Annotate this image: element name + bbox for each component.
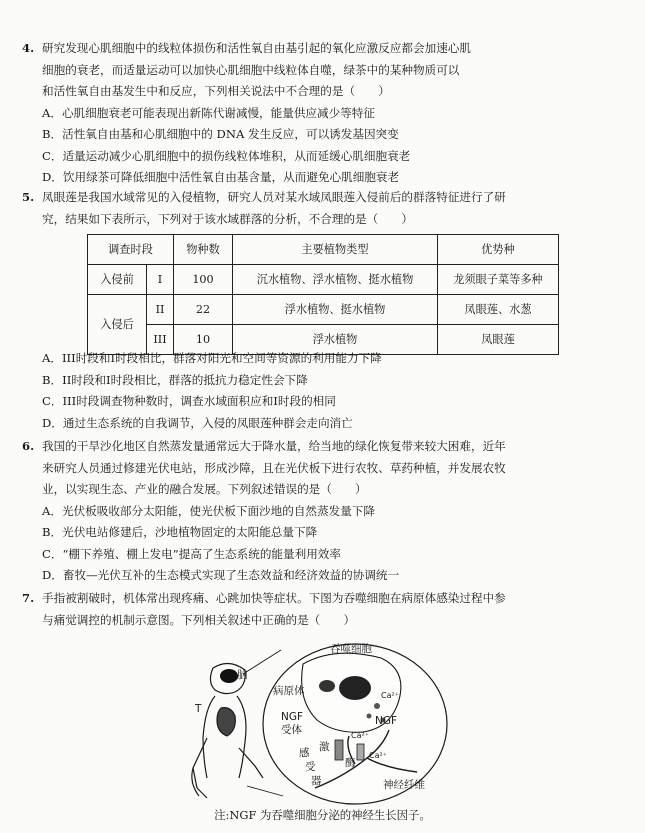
brain-icon [220, 669, 238, 683]
option-a: A．光伏板吸收部分太阳能，使光伏板下面沙地的自然蒸发量下降 [42, 503, 375, 518]
table-header: 物种数 [174, 235, 233, 265]
receptor-label-2: 受 [305, 761, 316, 773]
question-7 [22, 588, 602, 631]
t-label: T [195, 703, 202, 715]
ngf-receptor-icon [335, 740, 343, 760]
body-figure [192, 663, 263, 798]
table-cell: III [147, 325, 174, 355]
survey-table [87, 234, 559, 355]
table-header: 优势种 [438, 235, 559, 265]
option-d: D．通过生态系统的自我调节，入侵的凤眼莲种群会走向消亡 [42, 415, 353, 430]
ngf-receptor-label-1: NGF [281, 711, 304, 723]
receptor-label-3: 器 [311, 775, 322, 787]
calcium-label: Ca²⁺ [351, 731, 369, 740]
table-row [88, 295, 559, 325]
question-number: 6. [22, 439, 35, 453]
table-cell: II [147, 295, 174, 325]
phagocyte-pain-diagram [185, 638, 465, 808]
diagram-caption: 注:NGF 为吞噬细胞分泌的神经生长因子。 [214, 808, 431, 822]
table-cell: 浮水植物、挺水植物 [233, 295, 438, 325]
pathogen-label: 病原体 [273, 685, 305, 697]
table-cell: 入侵后 [88, 295, 147, 355]
enzyme-label: 酶 [345, 757, 356, 769]
table-header: 主要植物类型 [233, 235, 438, 265]
table-cell: 22 [174, 295, 233, 325]
table-cell: 沉水植物、浮水植物、挺水植物 [233, 265, 438, 295]
ngf-receptor-label-2: 受体 [281, 724, 302, 736]
brain-label: 脑 [237, 669, 248, 681]
table-header-row [88, 235, 559, 265]
table-cell: I [147, 265, 174, 295]
option-a: A．III时段和I时段相比，群落对阳光和空间等资源的利用能力下降 [42, 351, 382, 365]
option-b: B．II时段和I时段相比，群落的抵抗力稳定性会下降 [42, 372, 308, 387]
question-5 [22, 187, 602, 230]
question-4 [22, 38, 602, 189]
option-d: D．畜牧—光伏互补的生态模式实现了生态效益和经济效益的协调统一 [42, 568, 400, 582]
pathogen-icon [319, 680, 335, 692]
table-cell: 龙须眼子菜等多种 [438, 265, 559, 295]
question-stem: 凤眼莲是我国水域常见的入侵植物，研究人员对某水域凤眼莲入侵前后的群落特征进行了研 究，结果如下表所示，下列对于该水域群落的分析，不合理的是（ ） [42, 190, 506, 226]
calcium-label: Ca²⁺ [381, 691, 399, 700]
option-c: C．“棚下养殖、棚上发电”提高了生态系统的能量利用效率 [42, 546, 341, 561]
ngf-label: NGF [375, 715, 398, 727]
question-number: 7. [22, 591, 35, 605]
nucleus-icon [339, 676, 371, 700]
table-cell: 100 [174, 265, 233, 295]
calcium-label: Ca²⁺ [369, 751, 387, 760]
option-b: B．光伏电站修建后，沙地植物固定的太阳能总量下降 [42, 525, 318, 539]
option-a: A．心肌细胞衰老可能表现出新陈代谢减慢，能量供应减少等特征 [42, 105, 375, 120]
question-number: 5. [22, 190, 35, 204]
table-cell: 入侵前 [88, 265, 147, 295]
option-c: C．适量运动减少心肌细胞中的损伤线粒体堆积，从而延缓心肌细胞衰老 [42, 148, 411, 163]
option-d: D．饮用绿茶可降低细胞中活性氧自由基含量，从而避免心肌细胞衰老 [42, 170, 400, 184]
question-stem: 我国的干旱沙化地区自然蒸发量通常远大于降水量，给当地的绿化恢复带来较大困难，近年 来研究人员通过修建光伏电站，形成沙障，且在光伏板下进行农牧、草药种植，并发展农牧 业，以实现生态、产业的融合发展。下列叙述错误的是（ ） [42, 439, 506, 496]
question-6 [22, 436, 602, 587]
channel-icon [357, 744, 364, 760]
question-5-options [42, 348, 602, 434]
table-row [88, 265, 559, 295]
question-number: 4. [22, 41, 35, 55]
question-stem: 手指被割破时，机体常出现疼痛、心跳加快等症状。下图为吞噬细胞在病原体感染过程中参 与痛觉调控的机制示意图。下列相关叙述中正确的是（ ） [42, 591, 506, 627]
phagocyte-label: 吞噬细胞 [330, 643, 372, 655]
receptor-label-1: 感 [299, 747, 310, 759]
table-cell: 凤眼莲 [438, 325, 559, 355]
table-cell: 凤眼莲、水葱 [438, 295, 559, 325]
question-stem: 研究发现心肌细胞中的线粒体损伤和活性氧自由基引起的氧化应激反应都会加速心肌 细胞的衰老，而适量运动可以加快心肌细胞中线粒体自噬，绿茶中的某种物质可以 和活性氧自由基发生中和反应，下列相关说法中不合理的是（ ） [42, 41, 471, 98]
table-header: 调查时段 [88, 235, 174, 265]
nerve-fiber-label: 神经纤维 [383, 779, 425, 791]
option-c: C．III时段调查物种数时，调查水域面积应和I时段的相同 [42, 394, 336, 408]
excite-label: 激 [319, 741, 330, 753]
table-cell: 10 [174, 325, 233, 355]
option-b: B．活性氧自由基和心肌细胞中的 DNA 发生反应，可以诱发基因突变 [42, 127, 399, 141]
table-cell: 浮水植物 [233, 325, 438, 355]
